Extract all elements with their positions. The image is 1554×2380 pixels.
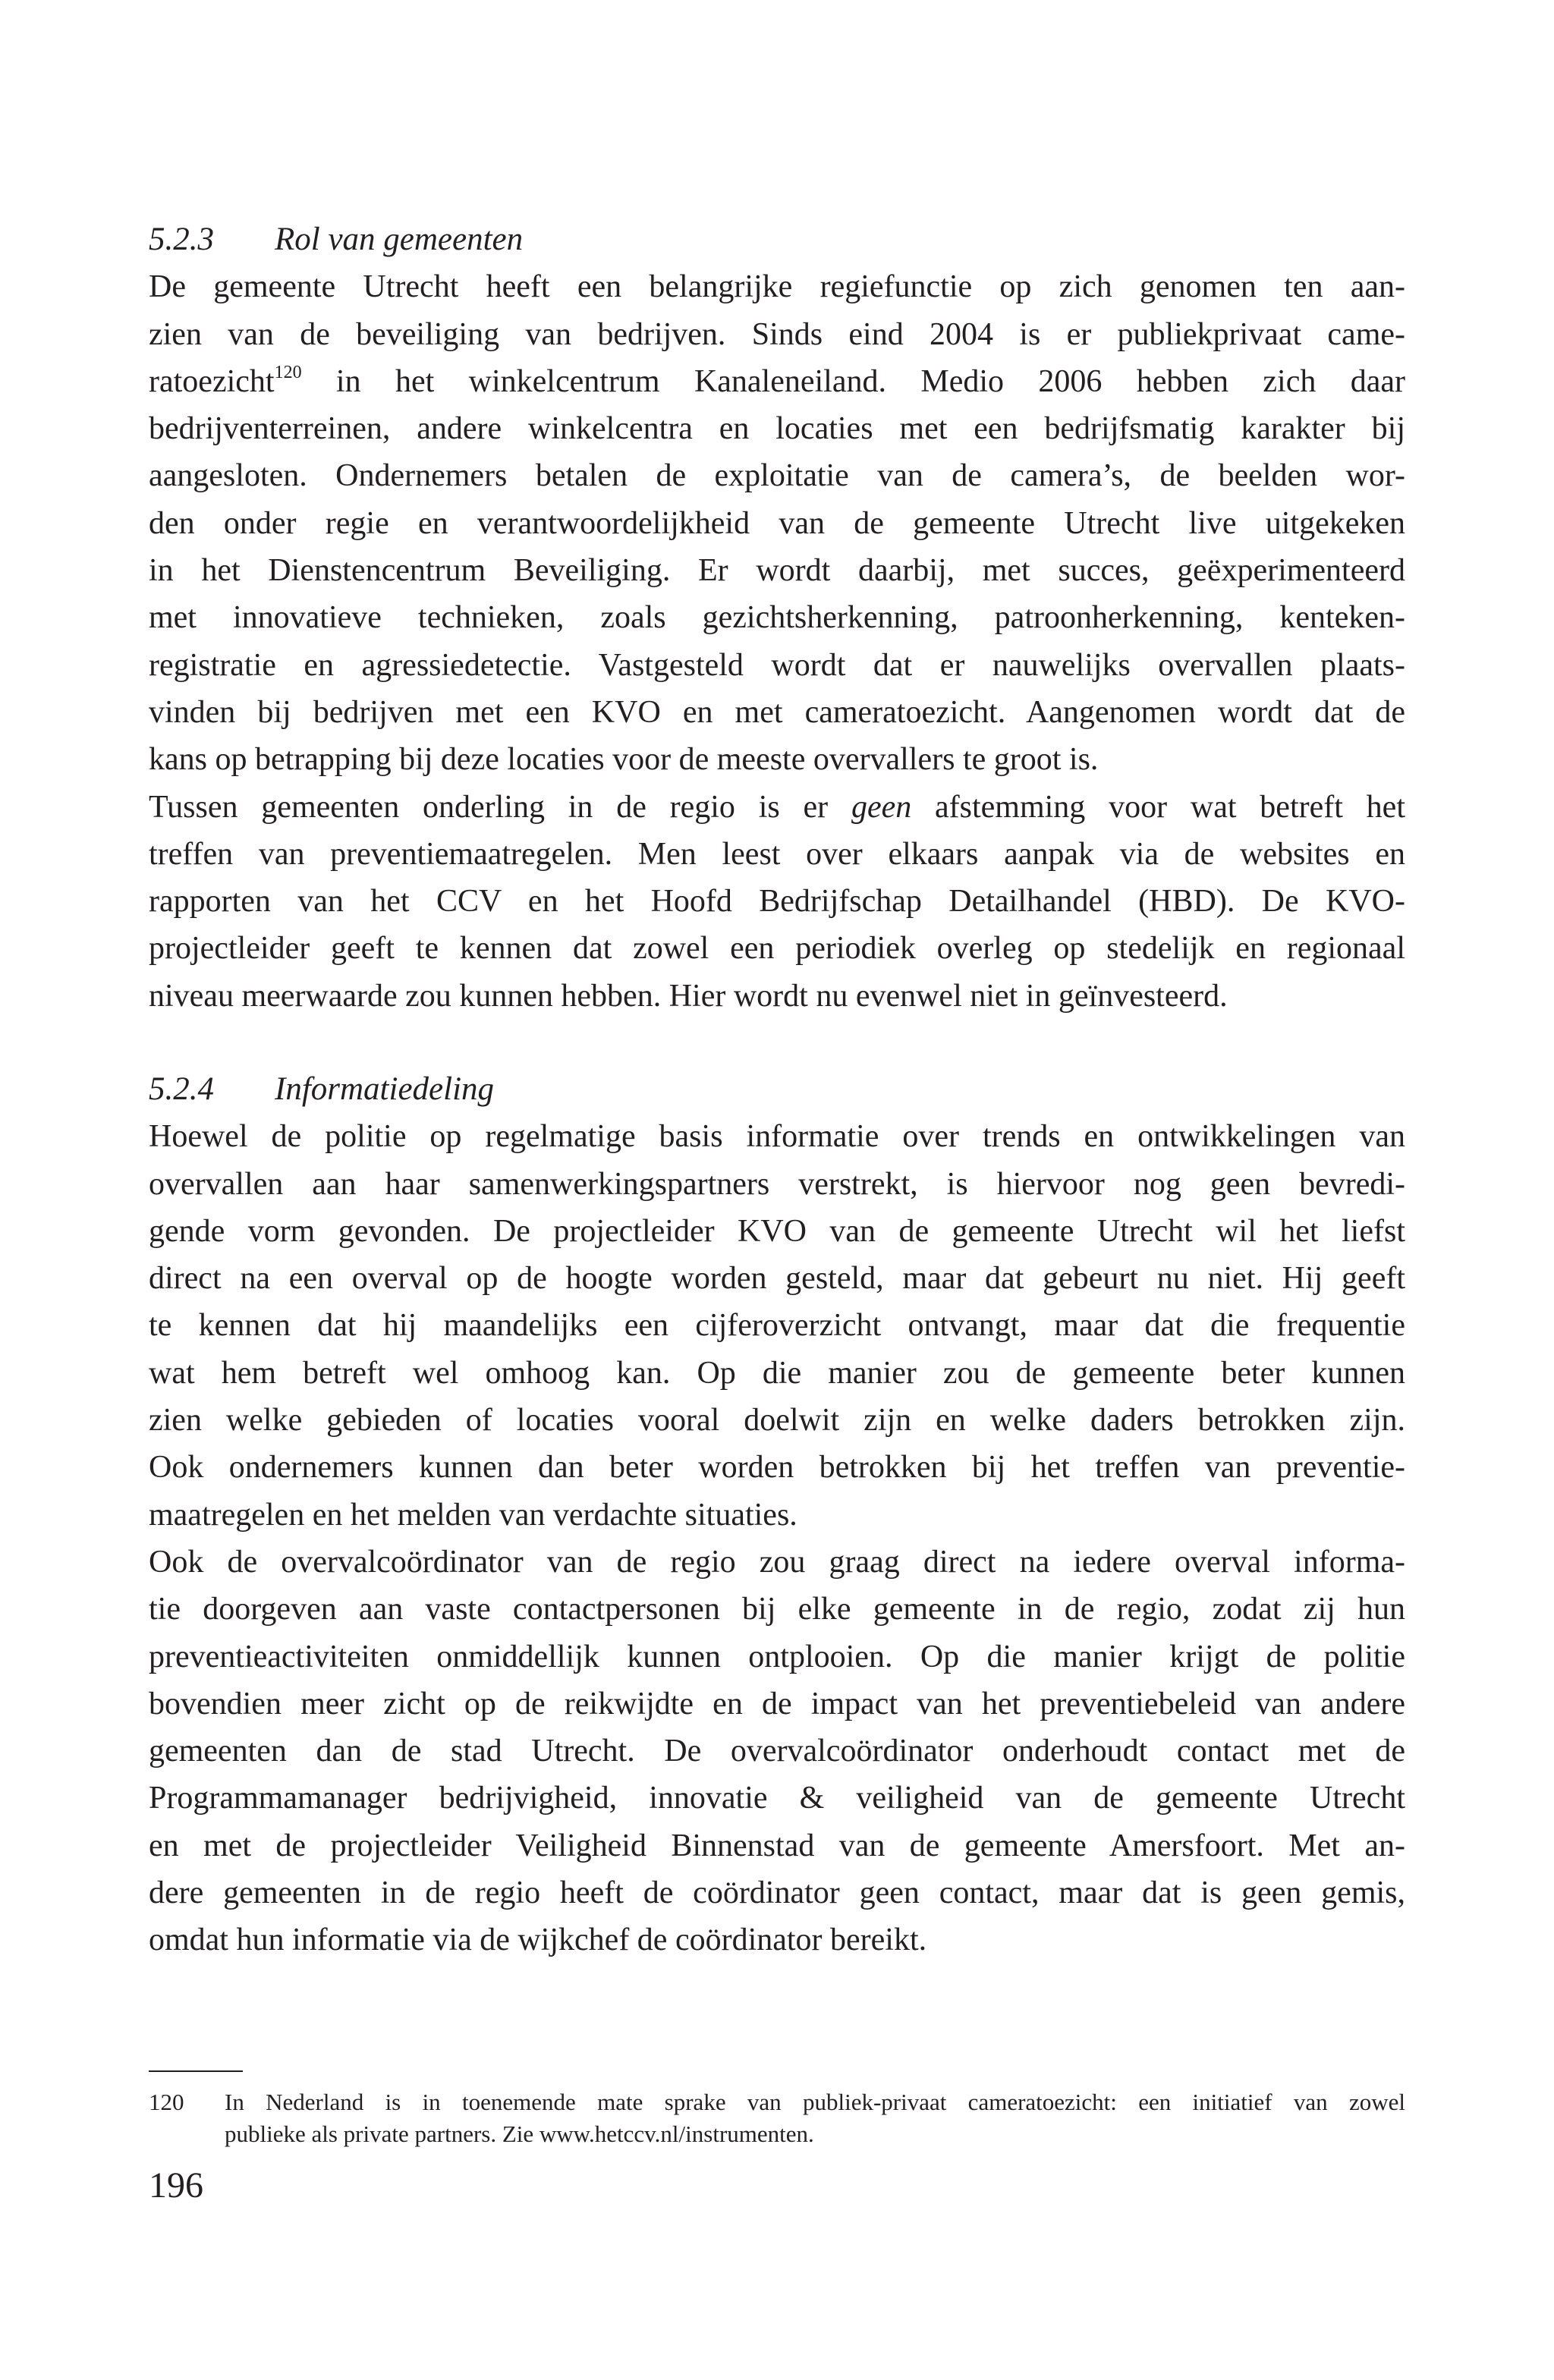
text-line [149,1444,1405,1491]
text-run: kans op betrapping bij deze locaties voor de meeste overvallers te groot is. [149,742,1099,778]
text-line [149,1302,1405,1349]
page-number: 196 [149,2165,203,2206]
section-body [149,263,1405,1020]
text-run: in het Dienstencentrum Beveiliging. Er wordt daarbij, met succes, geëxperimenteerd [149,553,1405,589]
text-line [149,1539,1405,1586]
text-run: rapporten van het CCV en het Hoofd Bedrijfschap Detailhandel (HBD). De KVO- [149,884,1405,920]
text-run: aangesloten. Ondernemers betalen de exploitatie van de camera’s, de beelden wor- [149,458,1405,494]
text-line [149,1350,1405,1397]
text-run: niveau meerwaarde zou kunnen hebben. Hier wordt nu evenwel niet in geïnvesteerd. [149,978,1228,1014]
text-line [149,642,1405,689]
text-line [149,1255,1405,1302]
text-line [149,736,1405,783]
footnote-rule [149,2070,243,2072]
footnote-text [225,2086,1405,2150]
text-run: direct na een overval op de hoogte worden gesteld, maar dat gebeurt nu niet. Hij geeft [149,1261,1405,1297]
text-line [149,831,1405,878]
text-line [149,1113,1405,1160]
text-run: maatregelen en het melden van verdachte situaties. [149,1497,797,1533]
text-line [149,973,1405,1020]
section-number: 5.2.3 [149,222,214,257]
text-run: registratie en agressiedetectie. Vastgesteld wordt dat er nauwelijks overvallen plaats- [149,647,1405,683]
text-line [149,594,1405,641]
text-line [149,500,1405,547]
text-line [149,1680,1405,1728]
text-run: met innovatieve technieken, zoals gezichtsherkenning, patroonherkenning, kenteken- [149,600,1405,636]
text-run: wat hem betreft wel omhoog kan. Op die manier zou de gemeente beter kunnen [149,1355,1405,1391]
section-body [149,1113,1405,1963]
text-run: in het winkelcentrum Kanaleneiland. Medio 2006 hebben zich daar [301,363,1405,399]
text-run: en met de projectleider Veiligheid Binnenstad van de gemeente Amersfoort. Met an- [149,1828,1405,1863]
text-line [149,1397,1405,1444]
text-run: dere gemeenten in de regio heeft de coördinator geen contact, maar dat is geen gemis, [149,1875,1405,1911]
text-line [149,452,1405,499]
text-line [149,925,1405,972]
text-run: gemeenten dan de stad Utrecht. De overvalcoördinator onderhoudt contact met de [149,1734,1405,1769]
text-run: te kennen dat hij maandelijks een cijferoverzicht ontvangt, maar dat die frequentie [149,1308,1405,1344]
footnote-number: 120 [149,2089,184,2115]
text-run: Programmamanager bedrijvigheid, innovatie & veiligheid van de gemeente Utrecht [149,1781,1405,1816]
footnote [149,2086,1405,2150]
text-line [149,784,1405,831]
text-run: Hoewel de politie op regelmatige basis informatie over trends en ontwikkelingen van [149,1119,1405,1155]
section-title: Informatiedeling [275,1071,495,1107]
text-run: preventieactiviteiten onmiddellijk kunnen ontplooien. Op die manier krijgt de politie [149,1639,1405,1674]
section-heading [149,1066,494,1113]
text-run: Tussen gemeenten onderling in de regio is er [149,789,851,825]
text-run: gende vorm gevonden. De projectleider KVO van de gemeente Utrecht wil het liefst [149,1213,1405,1249]
footnote-reference: 120 [274,362,302,382]
text-line [149,311,1405,358]
text-run: overvallen aan haar samenwerkingspartners verstrekt, is hiervoor nog geen bevredi- [149,1166,1405,1202]
section-heading [149,216,523,263]
text-run: zien welke gebieden of locaties vooral doelwit zijn en welke daders betrokken zijn. [149,1403,1405,1438]
text-line [149,1208,1405,1255]
footnote-line: In Nederland is in toenemende mate sprake van publiek-privaat cameratoezicht: een initiatief van zowel [225,2089,1405,2115]
text-run: Ook ondernemers kunnen dan beter worden betrokken bij het treffen van preventie- [149,1450,1405,1486]
text-line [149,689,1405,736]
text-line [149,263,1405,310]
text-line [149,1822,1405,1869]
text-run: vinden bij bedrijven met een KVO en met cameratoezicht. Aangenomen wordt dat de [149,694,1405,730]
text-run: projectleider geeft te kennen dat zowel een periodiek overleg op stedelijk en regionaal [149,931,1405,967]
text-run: ratoezicht [149,363,275,399]
footnote-line: publieke als private partners. Zie www.hetccv.nl/instrumenten. [225,2121,814,2147]
text-line [149,358,1405,405]
text-line [149,547,1405,594]
text-line [149,405,1405,452]
text-line [149,1728,1405,1775]
text-line [149,1869,1405,1916]
text-run: bovendien meer zicht op de reikwijdte en de impact van het preventiebeleid van andere [149,1686,1405,1721]
text-run: tie doorgeven aan vaste contactpersonen bij elke gemeente in de regio, zodat zij hun [149,1592,1405,1627]
emphasis: geen [851,789,912,825]
text-run: zien van de beveiliging van bedrijven. Sinds eind 2004 is er publiekprivaat came- [149,316,1405,352]
text-run: De gemeente Utrecht heeft een belangrijke regiefunctie op zich genomen ten aan- [149,269,1405,305]
text-line [149,1633,1405,1680]
text-run: treffen van preventiemaatregelen. Men leest over elkaars aanpak via de websites en [149,836,1405,872]
section-title: Rol van gemeenten [275,222,524,257]
text-line [149,878,1405,925]
text-run: den onder regie en verantwoordelijkheid van de gemeente Utrecht live uitgekeken [149,505,1405,541]
text-run: afstemming voor wat betreft het [911,789,1405,825]
text-run: bedrijventerreinen, andere winkelcentra en locaties met een bedrijfsmatig karakter bij [149,411,1405,447]
section-number: 5.2.4 [149,1071,214,1107]
text-line [149,1161,1405,1208]
text-line [149,1586,1405,1633]
text-line [149,1916,1405,1963]
text-line [149,1492,1405,1539]
text-line [149,1775,1405,1822]
text-run: omdat hun informatie via de wijkchef de coördinator bereikt. [149,1923,927,1958]
text-run: Ook de overvalcoördinator van de regio zou graag direct na iedere overval informa- [149,1544,1405,1580]
